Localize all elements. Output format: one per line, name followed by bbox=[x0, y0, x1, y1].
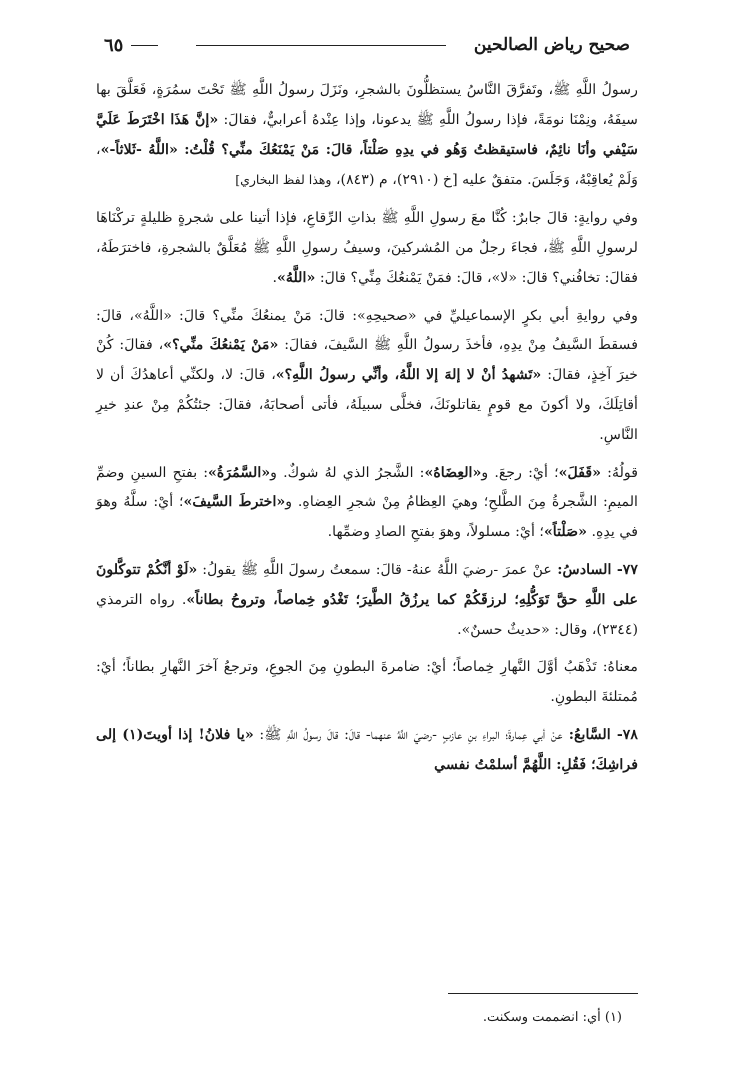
paragraph bbox=[96, 302, 638, 451]
text-run: . bbox=[272, 269, 278, 286]
page-body bbox=[96, 76, 638, 789]
page-number: ٦٥ bbox=[96, 35, 131, 56]
text-run: ، قالَ: لا، ولكنِّي أعاهدُكَ أن لا أقاتِلَكَ، ولا أكونَ مع قومٍ يقاتلونَكَ، فخلَّى سبيلَهُ، فأتى أصحابَهُ، فقالَ: جئتُكُمْ مِنْ عندِ خيرِ النَّاسِ. bbox=[96, 367, 638, 443]
text-run: وفي روايةٍ: قالَ جابرٌ: كُنَّا معَ رسولِ اللَّهِ ﷺ بذاتِ الرِّقاعِ، فإذا أتينا على شجرةٍ ظليلةٍ تركْنَاهَا لرسولِ اللَّهِ ﷺ، فجاءَ رجلٌ من المُشركينَ، وسيفُ رسولِ اللَّهِ ﷺ مُعَلَّقٌ بالشجرةِ، فاخترَطَهُ، فقالَ: تخافُني؟ قالَ: «لا»، قالَ: فمَنْ يَمْنعُكَ مِنِّي؟ قالَ: bbox=[96, 210, 638, 286]
text-run: وفي روايةِ أبي بكرٍ الإسماعيليِّ في «صحيحِهِ»: قالَ: مَنْ يمنعُكَ منِّي؟ قالَ: «اللَّهُ»، قالَ: فسقطَ السَّيفُ مِنْ يدِهِ، فأخذَ رسولُ اللَّهِ ﷺ السَّيفَ، فقالَ: bbox=[96, 307, 638, 354]
text-run: . رواه الترمذي (٢٣٤٤)، وقال: «حديثٌ حسنٌ». bbox=[96, 591, 638, 638]
text-run: ؛ أيْ: مسلولاً، وهوَ بفتحِ الصادِ وضمِّها. bbox=[327, 524, 544, 541]
text-run: ؛ أيْ: رجعَ. و bbox=[481, 464, 559, 481]
text-run: : بفتحِ السينِ وضمِّ الميمِ: الشَّجرةُ مِنَ الطَّلحِ؛ وهيَ العِظامُ مِنْ شجرِ العِضاهِ. و bbox=[96, 464, 638, 511]
bold-text: «تَشهدُ أنْ لا إلهَ إلا اللَّهُ، وأنِّي رسولُ اللَّهِ؟» bbox=[275, 367, 542, 384]
text-run: عنْ عمرَ -رضيَ اللَّهُ عنهُ- قالَ: سمعتُ رسولَ اللَّهِ ﷺ يقولُ: bbox=[197, 561, 552, 578]
paragraph bbox=[96, 459, 638, 548]
text-run: ، وَلَمْ يُعاقِبْهُ، وَجَلَسَ. متفقٌ عليه [خ (٢٩١٠)، م (٨٤٣)، bbox=[96, 141, 638, 189]
text-run: قولُهُ: bbox=[601, 464, 638, 481]
text-run: ، فقالَ: كُنْ خيرَ آخِذٍ، فقالَ: bbox=[96, 337, 639, 384]
running-header bbox=[96, 32, 638, 58]
text-run: رسولُ اللَّهِ ﷺ، وتَفرَّقَ النَّاسُ يستظلُّونَ بالشجرِ، ونَزَلَ رسولُ اللَّهِ ﷺ تَحْتَ سمُرَةٍ، فَعَلَّقَ بها سيفَهُ، ونِمْنَا نومَةً، فإذا رسولُ اللَّهِ ﷺ يدعونا، وإذا عِنْدهُ أعرابيٌّ، فقالَ: bbox=[96, 82, 638, 128]
text-run: معناهُ: تَذْهَبُ أوَّلَ النَّهارِ خِماصاً؛ أيْ: ضامرةَ البطونِ مِنَ الجوعِ، وترجعُ آخرَ النَّهارِ بطاناً؛ أيْ: مُمتلئةَ البطونِ. bbox=[96, 659, 638, 706]
paragraph bbox=[96, 721, 638, 781]
bold-text: «صَلْتاً» bbox=[543, 524, 588, 541]
text-run: وهذا لفظ البخاري] bbox=[235, 172, 332, 188]
text-run: عنْ أبي عِمارةَ؛ البراءِ بنِ عازبٍ -رضيَ اللَّهُ عنهما- قالَ: قالَ رسولُ اللَّهِ ﷺ: bbox=[253, 726, 563, 743]
bold-text: «مَنْ يَمْنعُكَ منِّي؟» bbox=[163, 337, 279, 354]
bold-text: ٧٧- السادسُ: bbox=[551, 561, 638, 578]
footnote-separator bbox=[448, 993, 638, 994]
bold-text: «يا فلانُ! إذا أويتَ(١) إلى فراشِكَ؛ فَقُلِ: اللَّهُمَّ أسلمْتُ نفسي bbox=[96, 726, 638, 773]
bold-text: «اخترطَ السَّيفَ» bbox=[183, 494, 286, 511]
text-run: ؛ أيْ: سلَّهُ وهوَ في يدِهِ. bbox=[96, 494, 638, 541]
bold-text: «السَّمُرَةُ» bbox=[208, 464, 271, 481]
paragraph bbox=[96, 204, 638, 293]
running-title: صحيح رياض الصالحين bbox=[466, 35, 638, 55]
bold-text: «قَفَلَ» bbox=[558, 464, 602, 481]
paragraph bbox=[96, 556, 638, 645]
bold-text: «العِضَاهُ» bbox=[424, 464, 482, 481]
bold-text: «إنَّ هَذَا اخْتَرَطَ عَلَيَّ سَيْفي وأنَا نائِمٌ، فاستيقظتُ وَهُو في يدِهِ صَلْتاً، قالَ: مَنْ يَمْنَعُكَ منِّي؟ قُلْتُ: «اللَّهُ -ثَلاثاً-» bbox=[96, 111, 638, 158]
bold-text: «لَوْ أنَّكُمْ تتوكَّلونَ على اللَّهِ حقَّ تَوَكُّلِهِ؛ لرزقَكُمْ كما يرزُقُ الطَّيرَ؛ تَغْدُو خِماصاً، وتروحُ بطاناً» bbox=[96, 561, 638, 608]
paragraph bbox=[96, 653, 638, 713]
footnote: (١) أي: انضممت وسكنت. bbox=[482, 1010, 622, 1025]
paragraph bbox=[96, 76, 638, 196]
text-run: : الشَّجرُ الذي لهُ شوكٌ. و bbox=[270, 464, 425, 481]
bold-text: «اللَّهُ» bbox=[277, 269, 316, 286]
bold-text: ٧٨- السَّابعُ: bbox=[562, 726, 638, 743]
